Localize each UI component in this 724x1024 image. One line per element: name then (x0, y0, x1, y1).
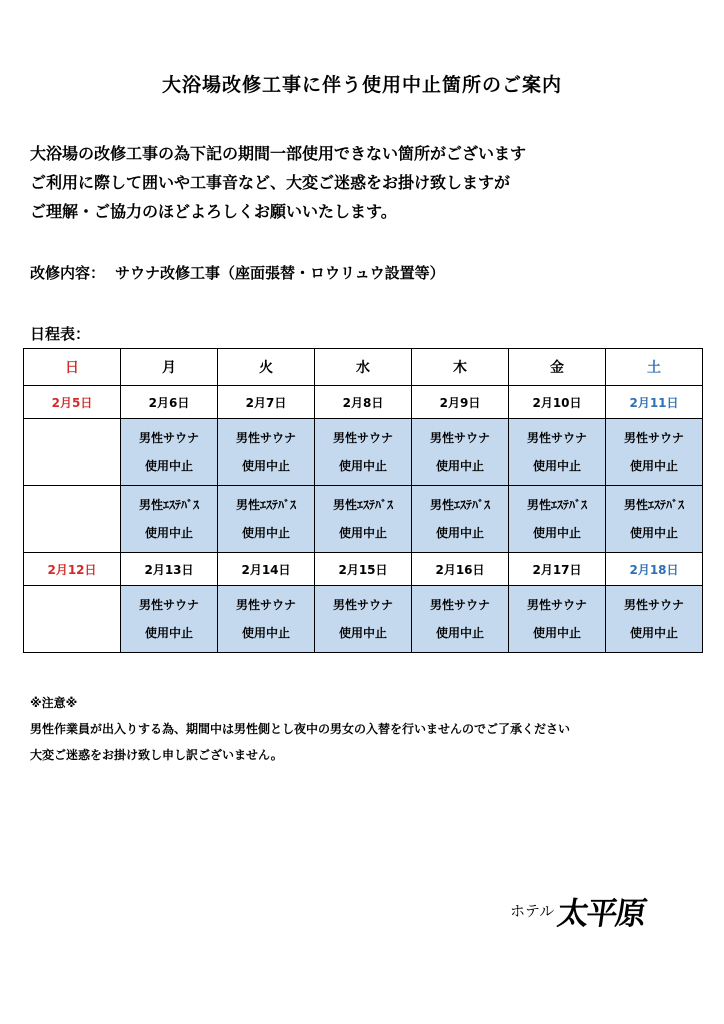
hotel-logo: 太平原 (555, 895, 648, 932)
sauna-closed-cell: 男性サウナ 使用中止 (509, 586, 606, 653)
empty-cell (24, 419, 121, 486)
week1-sauna-row (24, 419, 703, 486)
date-cell: 2月10日 (509, 386, 606, 419)
sauna-closed-cell: 男性サウナ 使用中止 (412, 586, 509, 653)
esthe-closed-cell: 男性ｴｽﾃﾊﾞｽ 使用中止 (412, 486, 509, 553)
schedule-label: 日程表： (30, 325, 91, 343)
weekday-sun: 日 (24, 349, 121, 386)
date-cell: 2月8日 (315, 386, 412, 419)
notes-heading: ※注意※ (30, 696, 78, 710)
sauna-closed-cell: 男性サウナ 使用中止 (412, 419, 509, 486)
weekday-wed: 水 (315, 349, 412, 386)
page-title: 大浴場改修工事に伴う使用中止箇所のご案内 (161, 74, 562, 96)
esthe-closed-cell: 男性ｴｽﾃﾊﾞｽ 使用中止 (315, 486, 412, 553)
weekday-thu: 木 (412, 349, 509, 386)
date-cell: 2月15日 (315, 553, 412, 586)
empty-cell (24, 486, 121, 553)
week1-esthe-row (24, 486, 703, 553)
notes-section (30, 690, 570, 768)
weekday-tue: 火 (218, 349, 315, 386)
renovation-detail (30, 262, 445, 283)
sauna-closed-cell: 男性サウナ 使用中止 (121, 586, 218, 653)
intro-line: ご利用に際して囲いや工事音など、大変ご迷惑をお掛け致しますが (30, 173, 511, 192)
date-cell: 2月9日 (412, 386, 509, 419)
weekday-header-row (24, 349, 703, 386)
weekday-fri: 金 (509, 349, 606, 386)
week2-sauna-row (24, 586, 703, 653)
date-cell: 2月7日 (218, 386, 315, 419)
empty-cell (24, 586, 121, 653)
detail-label: 改修内容： (30, 264, 106, 282)
date-cell: 2月14日 (218, 553, 315, 586)
sauna-closed-cell: 男性サウナ 使用中止 (606, 586, 703, 653)
sauna-closed-cell: 男性サウナ 使用中止 (509, 419, 606, 486)
weekday-mon: 月 (121, 349, 218, 386)
date-cell: 2月17日 (509, 553, 606, 586)
hotel-label: ホテル (510, 901, 555, 920)
schedule-table (23, 348, 703, 653)
esthe-closed-cell: 男性ｴｽﾃﾊﾞｽ 使用中止 (509, 486, 606, 553)
notes-line: 大変ご迷惑をお掛け致し申し訳ございません。 (30, 748, 283, 762)
sauna-closed-cell: 男性サウナ 使用中止 (218, 586, 315, 653)
week2-dates-row (24, 553, 703, 586)
esthe-closed-cell: 男性ｴｽﾃﾊﾞｽ 使用中止 (606, 486, 703, 553)
sauna-closed-cell: 男性サウナ 使用中止 (315, 419, 412, 486)
hotel-signature (510, 888, 648, 932)
date-cell: 2月16日 (412, 553, 509, 586)
notes-line: 男性作業員が出入りする為、期間中は男性側とし夜中の男女の入替を行いませんのでご了承ください (30, 722, 571, 736)
intro-line: 大浴場の改修工事の為下記の期間一部使用できない箇所がございます (30, 144, 527, 163)
date-cell: 2月11日 (606, 386, 703, 419)
week1-dates-row (24, 386, 703, 419)
date-cell: 2月6日 (121, 386, 218, 419)
date-cell: 2月12日 (24, 553, 121, 586)
date-cell: 2月5日 (24, 386, 121, 419)
sauna-closed-cell: 男性サウナ 使用中止 (315, 586, 412, 653)
esthe-closed-cell: 男性ｴｽﾃﾊﾞｽ 使用中止 (218, 486, 315, 553)
esthe-closed-cell: 男性ｴｽﾃﾊﾞｽ 使用中止 (121, 486, 218, 553)
intro-paragraph (30, 139, 710, 226)
sauna-closed-cell: 男性サウナ 使用中止 (218, 419, 315, 486)
detail-value: サウナ改修工事（座面張替・ロウリュウ設置等） (115, 264, 445, 282)
sauna-closed-cell: 男性サウナ 使用中止 (121, 419, 218, 486)
weekday-sat: 土 (606, 349, 703, 386)
sauna-closed-cell: 男性サウナ 使用中止 (606, 419, 703, 486)
intro-line: ご理解・ご協力のほどよろしくお願いいたします。 (30, 202, 397, 221)
date-cell: 2月13日 (121, 553, 218, 586)
date-cell: 2月18日 (606, 553, 703, 586)
